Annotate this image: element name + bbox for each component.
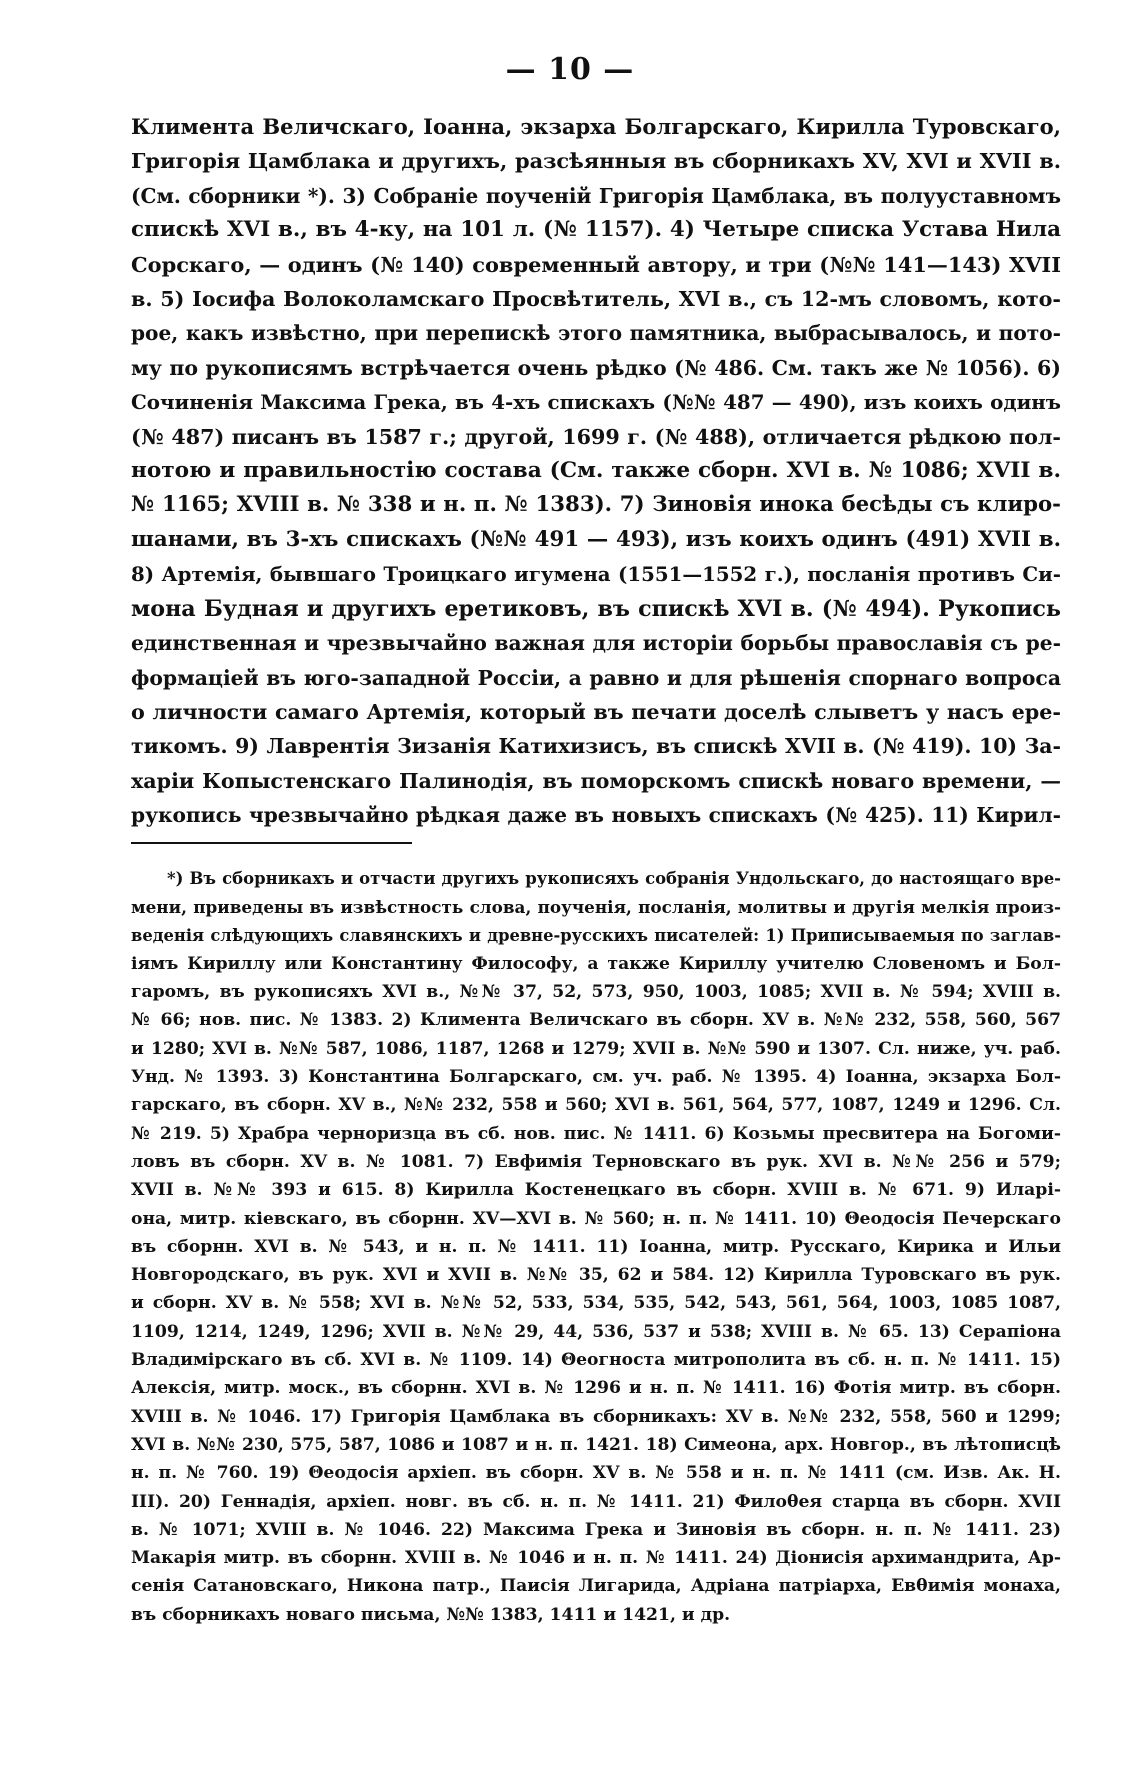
text-line: рукопись чрезвычайно рѣдкая даже въ новыхъ спискахъ (№ 425). 11) Кирил- [131, 803, 1061, 828]
footnote-line: III). 20) Геннадія, архіеп. новг. въ сб. н. п. № 1411. 21) Филоθея старца въ сборн. XVII [131, 1491, 1061, 1512]
text-line: му по рукописямъ встрѣчается очень рѣдко (№ 486. См. такъ же № 1056). 6) [131, 355, 1061, 380]
text-line: мона Будная и другихъ еретиковъ, въ спискѣ XVI в. (№ 494). Рукопись [131, 595, 1061, 622]
text-line: единственная и чрезвычайно важная для исторіи борьбы православія съ ре- [131, 631, 1061, 656]
footnote-line: Алексія, митр. моск., въ сборнн. XVI в. № 1296 и н. п. № 1411. 16) Фотія митр. въ сборн. [131, 1378, 1061, 1399]
footnote-line: сенія Сатановскаго, Никона патр., Паисія Лигарида, Адріана патріарха, Евθимія монаха, [131, 1576, 1061, 1597]
footnote-line: она, митр. кіевскаго, въ сборнн. XV—XVI в. № 560; н. п. № 1411. 10) Θеодосія Печерскаго [131, 1208, 1061, 1229]
footnote-line: гарскаго, въ сборн. XV в., №№ 232, 558 и 560; XVI в. 561, 564, 577, 1087, 1249 и 1296. Сл. [131, 1095, 1061, 1116]
text-line: шанами, въ 3-хъ спискахъ (№№ 491 — 493), изъ коихъ одинъ (491) XVII в. [131, 526, 1061, 552]
footnote-line: ловъ въ сборн. XV в. № 1081. 7) Евфимія Терновскаго въ рук. XVI в. №№ 256 и 579; [131, 1151, 1061, 1172]
footnote-line: XVIII в. № 1046. 17) Григорія Цамблака въ сборникахъ: XV в. №№ 232, 558, 560 и 1299; [131, 1406, 1061, 1427]
footnote-line: іямъ Кириллу или Константину Философу, а также Кириллу учителю Словеномъ и Бол- [131, 953, 1061, 974]
text-line: тикомъ. 9) Лаврентія Зизанія Катихизисъ, въ спискѣ XVII в. (№ 419). 10) За- [131, 734, 1061, 759]
text-line: 8) Артемія, бывшаго Троицкаго игумена (1551—1552 г.), посланія противъ Си- [131, 562, 1061, 587]
text-line: Сочиненія Максима Грека, въ 4-хъ спискахъ (№№ 487 — 490), изъ коихъ одинъ [131, 390, 1061, 415]
footnote-line: XVI в. №№ 230, 575, 587, 1086 и 1087 и н. п. 1421. 18) Симеона, арх. Новгор., въ лѣтописцѣ [131, 1434, 1061, 1455]
footnote-line: веденія слѣдующихъ славянскихъ и древне-русскихъ писателей: 1) Приписываемыя по заглав- [131, 925, 1061, 945]
footnote-line: мени, приведены въ извѣстность слова, поученія, посланія, молитвы и другія мелкія произ- [131, 897, 1061, 918]
text-line: спискѣ XVI в., въ 4-ку, на 101 л. (№ 1157). 4) Четыре списка Устава Нила [131, 217, 1061, 243]
text-line: в. 5) Іосифа Волоколамскаго Просвѣтитель, XVI в., съ 12-мъ словомъ, кото- [131, 287, 1061, 312]
footnote-line: и 1280; XVI в. №№ 587, 1086, 1187, 1268 и 1279; XVII в. №№ 590 и 1307. Сл. ниже, уч. раб. [131, 1038, 1061, 1059]
footnote-line: XVII в. №№ 393 и 615. 8) Кирилла Костенецкаго въ сборн. XVIII в. № 671. 9) Иларі- [131, 1180, 1061, 1201]
footnote-line: Унд. № 1393. 3) Константина Болгарскаго, см. уч. раб. № 1395. 4) Іоанна, экзарха Бол- [131, 1067, 1061, 1088]
footnote-line: гаромъ, въ рукописяхъ XVI в., №№ 37, 52, 573, 950, 1003, 1085; XVII в. № 594; XVIII в. [131, 982, 1061, 1003]
footnote-line: Макарія митр. въ сборнн. XVIII в. № 1046 и н. п. № 1411. 24) Діонисія архимандрита, Ар- [131, 1548, 1061, 1569]
text-line: Климента Величскаго, Іоанна, экзарха Болгарскаго, Кирилла Туровскаго, [131, 114, 1061, 139]
footnote-line: *) Въ сборникахъ и отчасти другихъ рукописяхъ собранія Ундольскаго, до настоящаго вре- [167, 869, 1061, 888]
footnote [131, 865, 1061, 1629]
footnote-line: н. п. № 760. 19) Θеодосія архіеп. въ сборн. XV в. № 558 и н. п. № 1411 (см. Изв. Ак. Н. [131, 1463, 1061, 1484]
footnote-line: въ сборнн. XVI в. № 543, и н. п. № 1411. 11) Іоанна, митр. Русскаго, Кирика и Ильи [131, 1236, 1061, 1257]
footnote-line: в. № 1071; XVIII в. № 1046. 22) Максима Грека и Зиновія въ сборн. н. п. № 1411. 23) [131, 1519, 1061, 1540]
text-line: нотою и правильностію состава (См. также сборн. XVI в. № 1086; XVII в. [131, 458, 1061, 484]
main-text [131, 110, 1061, 833]
footnote-divider [131, 842, 412, 844]
footnote-line: Владимірскаго въ сб. XVI в. № 1109. 14) Θеогноста митрополита въ сб. н. п. № 1411. 15) [131, 1350, 1061, 1371]
footnote-line: № 66; нов. пис. № 1383. 2) Климента Величскаго въ сборн. XV в. №№ 232, 558, 560, 567 [131, 1010, 1061, 1031]
text-line: харіи Копыстенскаго Палинодія, въ поморскомъ спискѣ новаго времени, — [131, 768, 1061, 793]
text-line: о личности самаго Артемія, который въ печати доселѣ слыветъ у насъ ере- [131, 699, 1061, 724]
text-line: Сорскаго, — одинъ (№ 140) современный автору, и три (№№ 141—143) XVII [131, 251, 1061, 277]
text-line: (См. сборники *). 3) Собраніе поученій Григорія Цамблака, въ полууставномъ [131, 183, 1061, 208]
text-line: формаціей въ юго-западной Россіи, а равно и для рѣшенія спорнаго вопроса [131, 665, 1061, 690]
footnote-line: № 219. 5) Храбра черноризца въ сб. нов. пис. № 1411. 6) Козьмы пресвитера на Богоми- [131, 1123, 1061, 1144]
text-line: (№ 487) писанъ въ 1587 г.; другой, 1699 г. (№ 488), отличается рѣдкою пол- [131, 424, 1061, 449]
page-number: — 10 — [505, 52, 635, 87]
footnote-line: 1109, 1214, 1249, 1296; XVII в. №№ 29, 44, 536, 537 и 538; XVIII в. № 65. 13) Серапіона [131, 1321, 1061, 1342]
footnote-line: Новгородскаго, въ рук. XVI и XVII в. №№ 35, 62 и 584. 12) Кирилла Туровскаго въ рук. [131, 1265, 1061, 1286]
text-line: Григорія Цамблака и другихъ, разсѣянныя въ сборникахъ XV, XVI и XVII в. [131, 148, 1061, 174]
text-line: № 1165; XVIII в. № 338 и н. п. № 1383). 7) Зиновія инока бесѣды съ клиро- [131, 492, 1061, 518]
text-line: рое, какъ извѣстно, при перепискѣ этого памятника, выбрасывалось, и пото- [131, 321, 1061, 346]
footnote-line: и сборн. XV в. № 558; XVI в. №№ 52, 533, 534, 535, 542, 543, 561, 564, 1003, 1085 1087, [131, 1293, 1061, 1314]
footnote-line: въ сборникахъ новаго письма, №№ 1383, 1411 и 1421, и др. [131, 1604, 731, 1625]
